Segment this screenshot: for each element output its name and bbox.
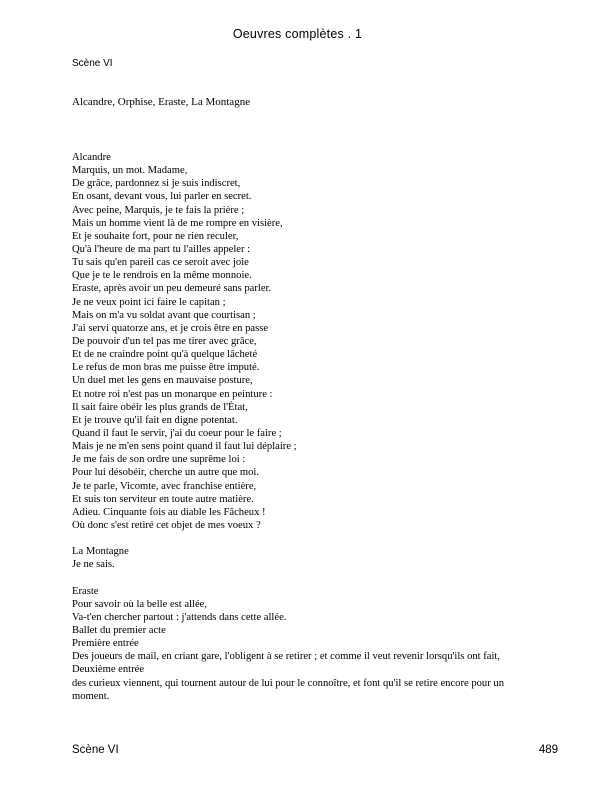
verse-line: J'ai servi quatorze ans, et je crois être en passe <box>72 322 269 334</box>
verse-line: Quand il faut le servir, j'ai du coeur pour le faire ; <box>72 427 282 439</box>
scene-heading: Scène VI <box>72 58 113 69</box>
ballet-heading: Ballet du premier acte <box>72 625 166 637</box>
verse-line: Mais on m'a vu soldat avant que courtisan ; <box>72 309 256 321</box>
verse-line: Qu'à l'heure de ma part tu l'ailles appeler : <box>72 243 251 255</box>
spacer <box>72 572 542 585</box>
verse-line: Et de ne craindre point qu'à quelque lâcheté <box>72 349 258 361</box>
play-text <box>72 151 542 703</box>
footer-scene-label: Scène VI <box>72 744 119 756</box>
characters-list: Alcandre, Orphise, Eraste, La Montagne <box>72 96 251 108</box>
verse-line: Où donc s'est retiré cet objet de mes voeux ? <box>72 519 261 531</box>
verse-line: Et je souhaite fort, pour ne rien reculer, <box>72 230 239 242</box>
stage-direction: Eraste, après avoir un peu demeuré sans parler. <box>72 283 272 295</box>
verse-line: Mais je ne m'en sens point quand il faut lui déplaire ; <box>72 441 297 453</box>
verse-line: Je ne veux point ici faire le capitan ; <box>72 296 226 308</box>
verse-line: Je te parle, Vicomte, avec franchise entière, <box>72 480 257 492</box>
verse-line: Tu sais qu'en pareil cas ce seroit avec joie <box>72 257 249 269</box>
entry-heading: Première entrée <box>72 638 139 650</box>
verse-line: Adieu. Cinquante fois au diable les Fâcheux ! <box>72 506 266 518</box>
verse-line: Et je trouve qu'il fait en digne potentat. <box>72 414 238 426</box>
verse-line: Je me fais de son ordre une suprême loi : <box>72 454 246 466</box>
spacer <box>72 532 542 545</box>
stage-direction: Des joueurs de mail, en criant gare, l'obligent à se retirer ; et comme il veut revenir lorsqu'ils ont fait, <box>72 651 501 663</box>
verse-line: En osant, devant vous, lui parler en secret. <box>72 191 252 203</box>
verse-line: Que je te le rendrois en la même monnoie. <box>72 270 252 282</box>
verse-line: Pour lui désobéir, cherche un autre que moi. <box>72 467 259 479</box>
verse-line: Et suis ton serviteur en toute autre matière. <box>72 493 254 505</box>
entry-heading: Deuxième entrée <box>72 664 145 676</box>
verse-line: De grâce, pardonnez si je suis indiscret, <box>72 178 241 190</box>
speaker-name: La Montagne <box>72 546 129 558</box>
verse-line: Le refus de mon bras me puisse être imputé. <box>72 362 260 374</box>
speaker-name: Alcandre <box>72 152 111 163</box>
verse-line: Il sait faire obéir les plus grands de l'État, <box>72 401 248 413</box>
verse-line: Marquis, un mot. Madame, <box>72 165 188 177</box>
verse-line: Avec peine, Marquis, je te fais la prière ; <box>72 204 245 216</box>
verse-line: Mais un homme vient là de me rompre en visière, <box>72 217 283 229</box>
verse-line: De pouvoir d'un tel pas me tirer avec grâce, <box>72 335 257 347</box>
speaker-name: Eraste <box>72 585 99 597</box>
stage-direction-paragraph: des curieux viennent, qui tournent autour de lui pour le connoître, et font qu'il se retire encore pour un moment. <box>72 677 505 702</box>
verse-line: Va-t'en chercher partout : j'attends dans cette allée. <box>72 611 287 623</box>
verse-line: Pour savoir où la belle est allée, <box>72 598 208 610</box>
verse-line: Je ne sais. <box>72 559 115 571</box>
verse-line: Et notre roi n'est pas un monarque en peinture : <box>72 388 273 400</box>
running-header: Oeuvres complètes . 1 <box>232 27 363 41</box>
page-number: 489 <box>538 744 558 756</box>
verse-line: Un duel met les gens en mauvaise posture, <box>72 375 253 387</box>
